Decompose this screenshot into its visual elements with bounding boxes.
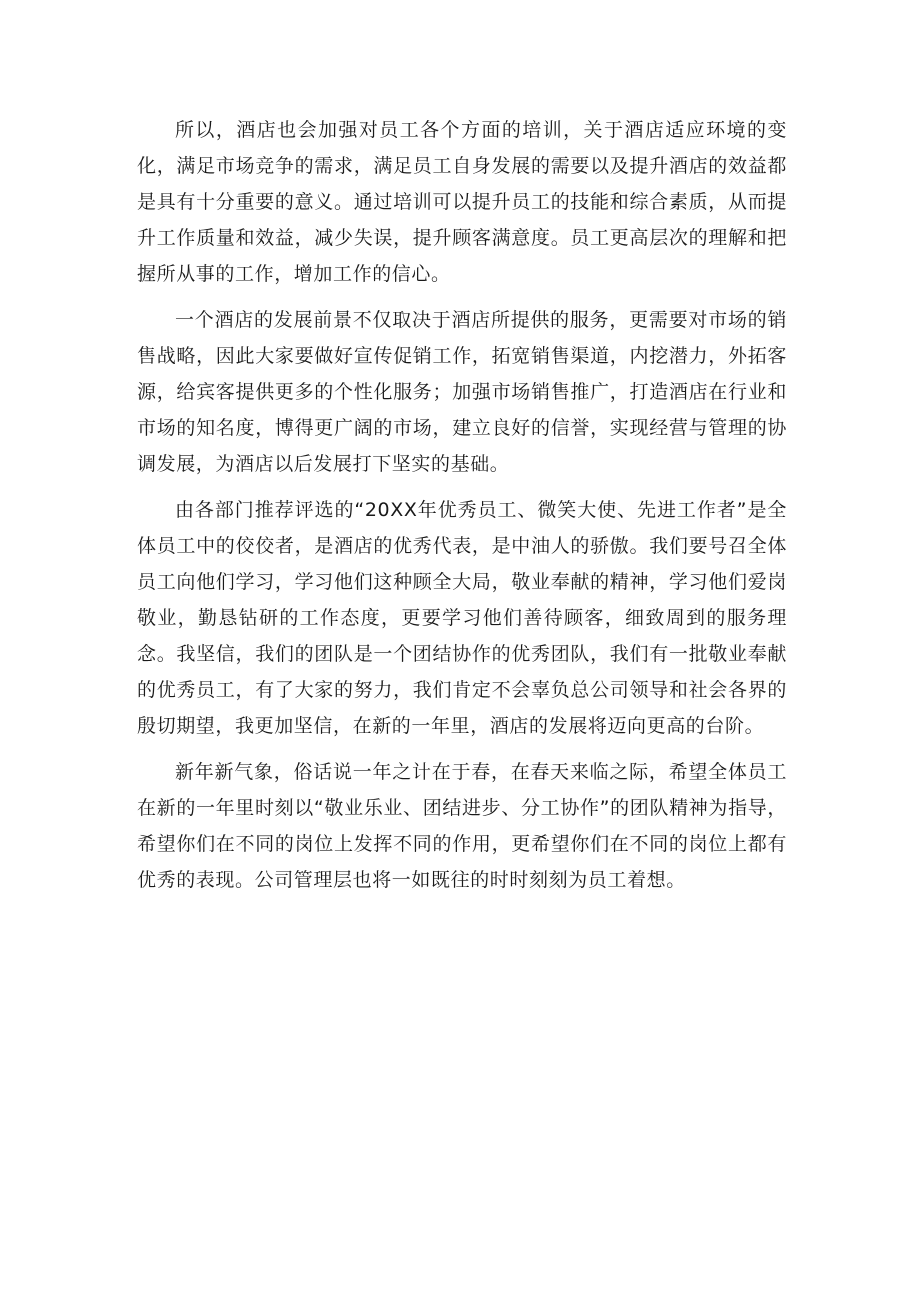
paragraph-outstanding-staff: 由各部门推荐评选的“20XX年优秀员工、微笑大使、先进工作者”是全体员工中的佼佼者，是酒店的优秀代表，是中油人的骄傲。我们要号召全体员工向他们学习，学习他们这种顾全大局，敬业奉献的精神，学习他们爱岗敬业，勤恳钻研的工作态度，更要学习他们善待顾客，细致周到的服务理念。我坚信，我们的团队是一个团结协作的优秀团队，我们有一批敬业奉献的优秀员工，有了大家的努力，我们肯定不会辜负总公司领导和社会各界的殷切期望，我更加坚信，在新的一年里，酒店的发展将迈向更高的台阶。 [137,499,787,737]
document-body [137,112,787,908]
paragraph-training: 所以，酒店也会加强对员工各个方面的培训，关于酒店适应环境的变化，满足市场竞争的需求，满足员工自身发展的需要以及提升酒店的效益都是具有十分重要的意义。通过培训可以提升员工的技能和综合素质，从而提升工作质量和效益，减少失误，提升顾客满意度。员工更高层次的理解和把握所从事的工作，增加工作的信心。 [137,119,787,285]
paragraph-marketing: 一个酒店的发展前景不仅取决于酒店所提供的服务，更需要对市场的销售战略，因此大家要做好宣传促销工作，拓宽销售渠道，内挖潜力，外拓客源，给宾客提供更多的个性化服务；加强市场销售推广，打造酒店在行业和市场的知名度，博得更广阔的市场，建立良好的信誉，实现经营与管理的协调发展，为酒店以后发展打下坚实的基础。 [137,309,787,475]
paragraph-new-year: 新年新气象，俗话说一年之计在于春，在春天来临之际，希望全体员工在新的一年里时刻以“敬业乐业、团结进步、分工协作”的团队精神为指导，希望你们在不同的岗位上发挥不同的作用，更希望你们在不同的岗位上都有优秀的表现。公司管理层也将一如既往的时时刻刻为员工着想。 [137,761,787,891]
